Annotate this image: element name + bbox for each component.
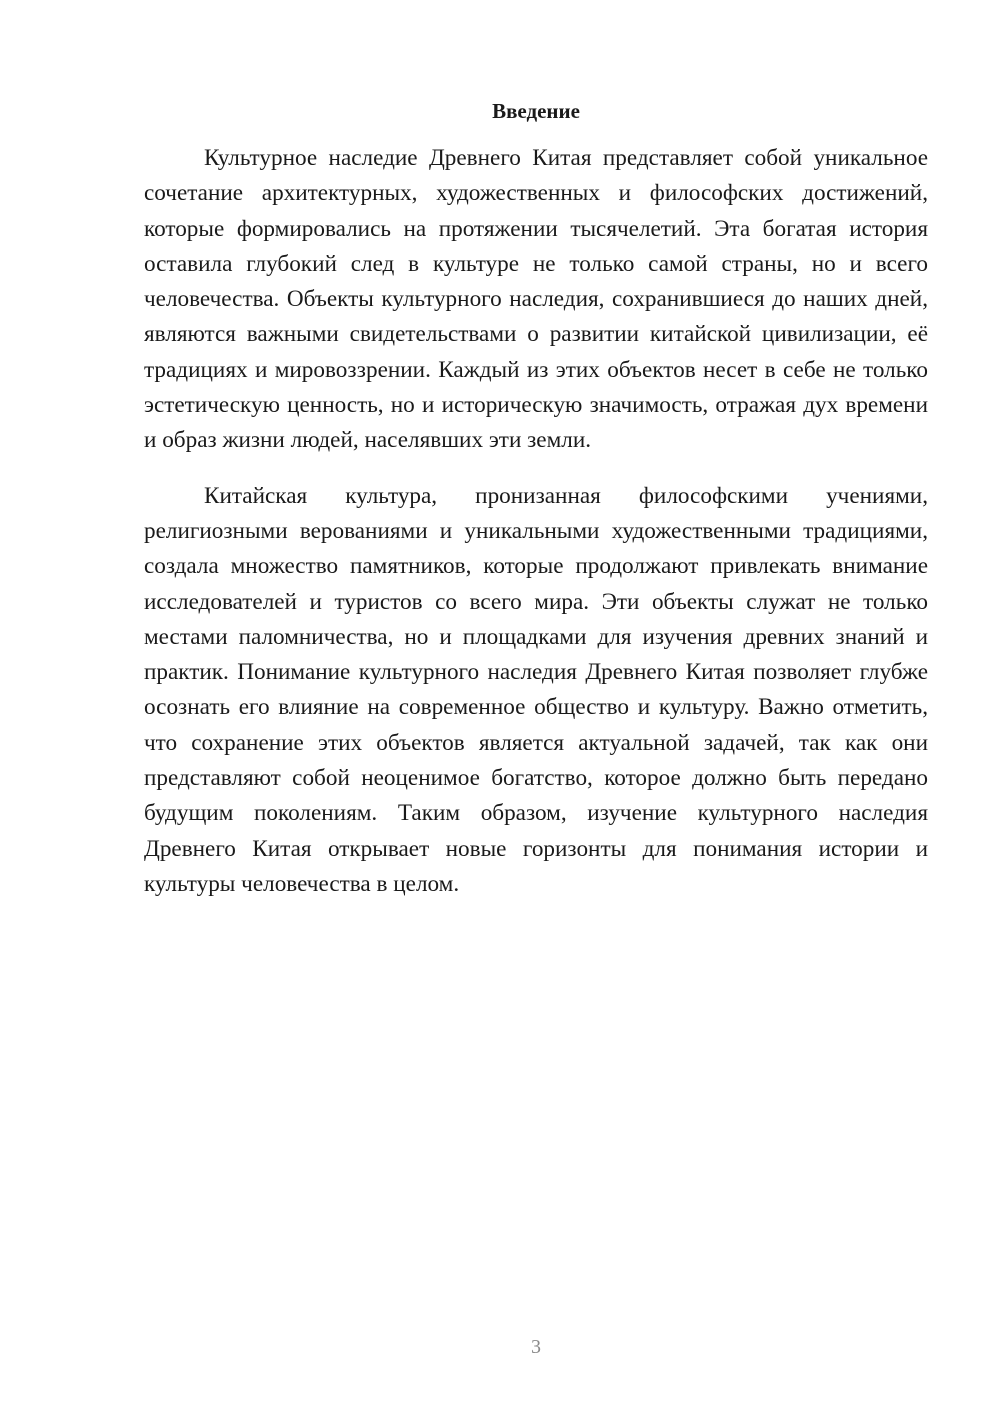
page-number: 3 xyxy=(531,1336,541,1358)
paragraph-2: Китайская культура, пронизанная философскими учениями, религиозными верованиями и уникальными художественными традициями, создала множество памятников, которые продолжают привлекать внимание исследователей и туристов со всего мира. Эти объекты служат не только местами паломничества, но и площадками для изучения древних знаний и практик. Понимание культурного наследия Древнего Китая позволяет глубже осознать его влияние на современное общество и культуру. Важно отметить, что сохранение этих объектов является актуальной задачей, так как они представляют собой неоценимое богатство, которое должно быть передано будущим поколениям. Таким образом, изучение культурного наследия Древнего Китая открывает новые горизонты для понимания истории и культуры человечества в целом. xyxy=(144,482,928,897)
section-heading: Введение xyxy=(492,99,580,123)
paragraph-1: Культурное наследие Древнего Китая представляет собой уникальное сочетание архитектурных, художественных и философских достижений, которые формировались на протяжении тысячелетий. Эта богатая история оставила глубокий след в культуре не только самой страны, но и всего человечества. Объекты культурного наследия, сохранившиеся до наших дней, являются важными свидетельствами о развитии китайской цивилизации, её традициях и мировоззрении. Каждый из этих объектов несет в себе не только эстетическую ценность, но и историческую значимость, отражая дух времени и образ жизни людей, населявших эти земли. xyxy=(144,145,928,454)
body-text xyxy=(144,141,928,902)
